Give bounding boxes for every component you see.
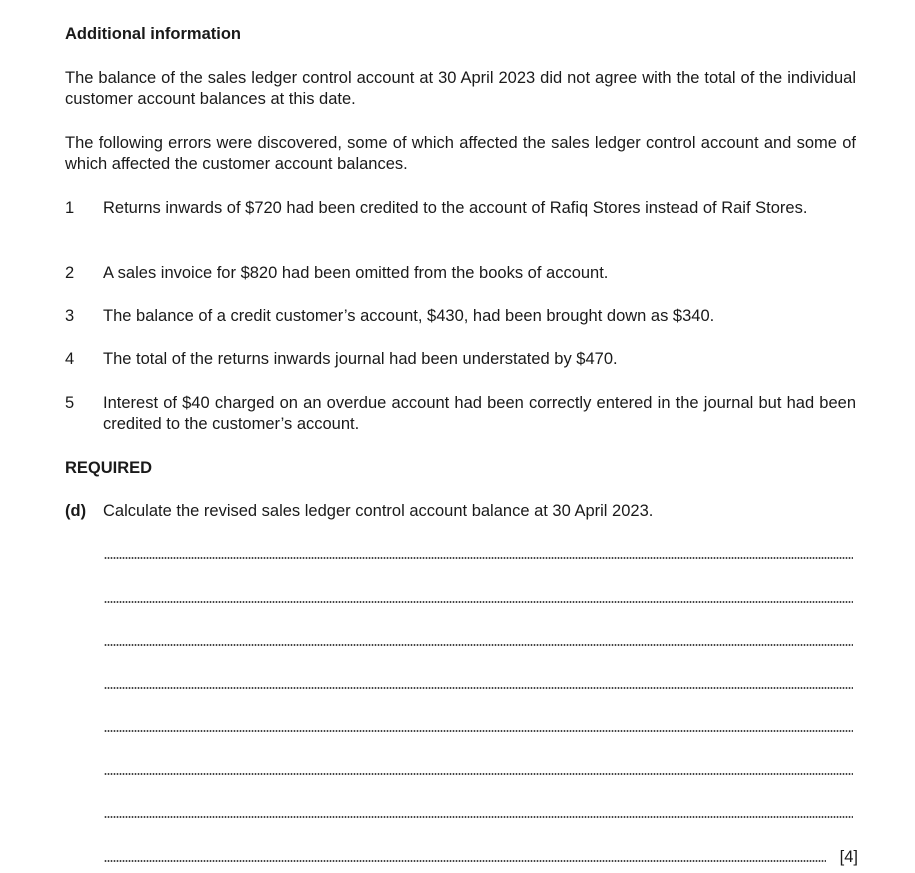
error-text-2: A sales invoice for $820 had been omitted from the books of account. — [103, 264, 609, 282]
answer-line-8[interactable] — [104, 860, 826, 862]
answer-line-1[interactable] — [104, 557, 853, 559]
answer-line-7[interactable] — [104, 816, 853, 818]
marks-allocation: [4] — [839, 848, 858, 866]
answer-line-3[interactable] — [104, 644, 853, 646]
answer-line-4[interactable] — [104, 687, 853, 689]
error-number-2: 2 — [65, 264, 75, 282]
error-number-4: 4 — [65, 350, 75, 368]
answer-line-5[interactable] — [104, 730, 853, 732]
answer-line-6[interactable] — [104, 773, 853, 775]
question-label: (d) — [65, 502, 87, 520]
question-text: Calculate the revised sales ledger control account balance at 30 April 2023. — [103, 502, 654, 520]
required-heading: REQUIRED — [65, 459, 153, 477]
error-text-3: The balance of a credit customer’s account, $430, had been brought down as $340. — [103, 307, 715, 325]
answer-line-2[interactable] — [104, 601, 853, 603]
intro-paragraph-2: The following errors were discovered, some of which affected the sales ledger control account and some of which affected the customer account balances. — [65, 134, 856, 173]
section-heading: Additional information — [65, 25, 241, 43]
error-number-3: 3 — [65, 307, 75, 325]
error-text-4: The total of the returns inwards journal had been understated by $470. — [103, 350, 618, 368]
error-number-1: 1 — [65, 199, 75, 217]
error-text-1: Returns inwards of $720 had been credited to the account of Rafiq Stores instead of Raif Stores. — [103, 199, 808, 217]
error-number-5: 5 — [65, 394, 75, 412]
intro-paragraph-1: The balance of the sales ledger control account at 30 April 2023 did not agree with the total of the individual customer account balances at this date. — [65, 69, 856, 108]
error-text-5: Interest of $40 charged on an overdue account had been correctly entered in the journal but had been credited to the customer’s account. — [103, 394, 856, 433]
